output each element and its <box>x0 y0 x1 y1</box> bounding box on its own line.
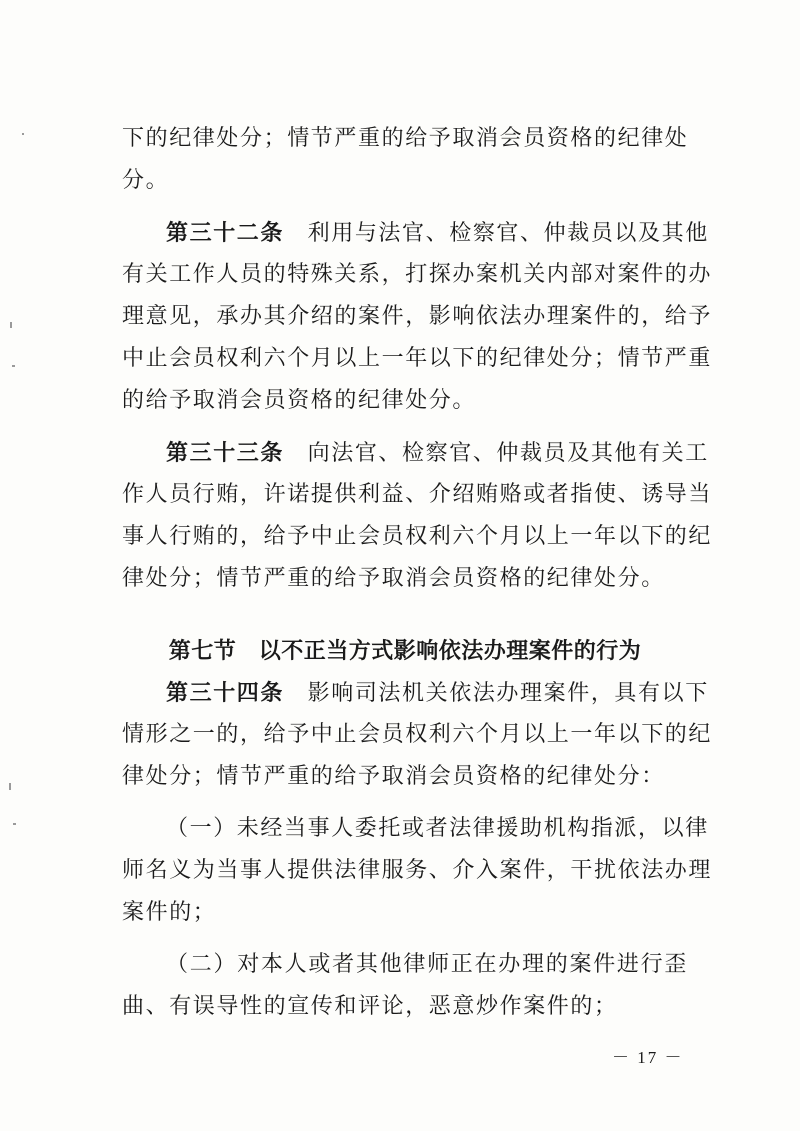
section-title: 以不正当方式影响依法办理案件的行为 <box>258 638 642 664</box>
text-line: 分。 <box>122 168 170 193</box>
section-label: 第七节 <box>168 638 237 664</box>
text-line: 情形之一的，给予中止会员权利六个月以上一年以下的纪 <box>122 722 713 747</box>
text-line: 有关工作人员的特殊关系，打探办案机关内部对案件的办 <box>122 262 713 287</box>
list-item-first-line: （一）未经当事人委托或者法律援助机构指派，以律 <box>166 816 709 841</box>
scan-mark <box>12 365 15 367</box>
scan-mark <box>10 322 12 328</box>
article-number: 第三十四条 <box>166 680 285 706</box>
text-line: 理意见，承办其介绍的案件，影响依法办理案件的，给予 <box>122 304 713 329</box>
text-line: 律处分；情节严重的给予取消会员资格的纪律处分： <box>122 764 665 789</box>
text-line: 师名义为当事人提供法律服务、介入案件，干扰依法办理 <box>122 858 713 883</box>
list-item-first-line: （二）对本人或者其他律师正在办理的案件进行歪 <box>166 952 688 977</box>
section-heading <box>122 630 688 672</box>
scan-mark <box>9 783 11 790</box>
text-line: 事人行贿的，给予中止会员权利六个月以上一年以下的纪 <box>122 524 713 549</box>
text-line: 曲、有误导性的宣传和评论，恶意炒作案件的； <box>122 994 618 1019</box>
text-line: 案件的； <box>122 900 217 925</box>
body-text <box>122 118 713 1028</box>
scan-mark <box>13 823 16 825</box>
text-line: 下的纪律处分；情节严重的给予取消会员资格的纪律处 <box>122 126 689 151</box>
text-line: 律处分；情节严重的给予取消会员资格的纪律处分。 <box>122 566 665 591</box>
scan-mark <box>22 133 24 135</box>
article-number: 第三十三条 <box>166 440 285 466</box>
article-number: 第三十二条 <box>166 220 285 246</box>
text-line: 的给予取消会员资格的纪律处分。 <box>122 388 477 413</box>
page-number: － 17 － <box>612 1048 684 1067</box>
article-32-first-line: 第三十二条 利用与法官、检察官、仲裁员以及其他 <box>166 220 709 246</box>
text-line: 作人员行贿，许诺提供利益、介绍贿赂或者指使、诱导当 <box>122 482 713 507</box>
article-34-first-line: 第三十四条 影响司法机关依法办理案件，具有以下 <box>166 680 709 706</box>
article-33-first-line: 第三十三条 向法官、检察官、仲裁员及其他有关工 <box>166 440 709 466</box>
text-line: 中止会员权利六个月以上一年以下的纪律处分；情节严重 <box>122 346 713 371</box>
